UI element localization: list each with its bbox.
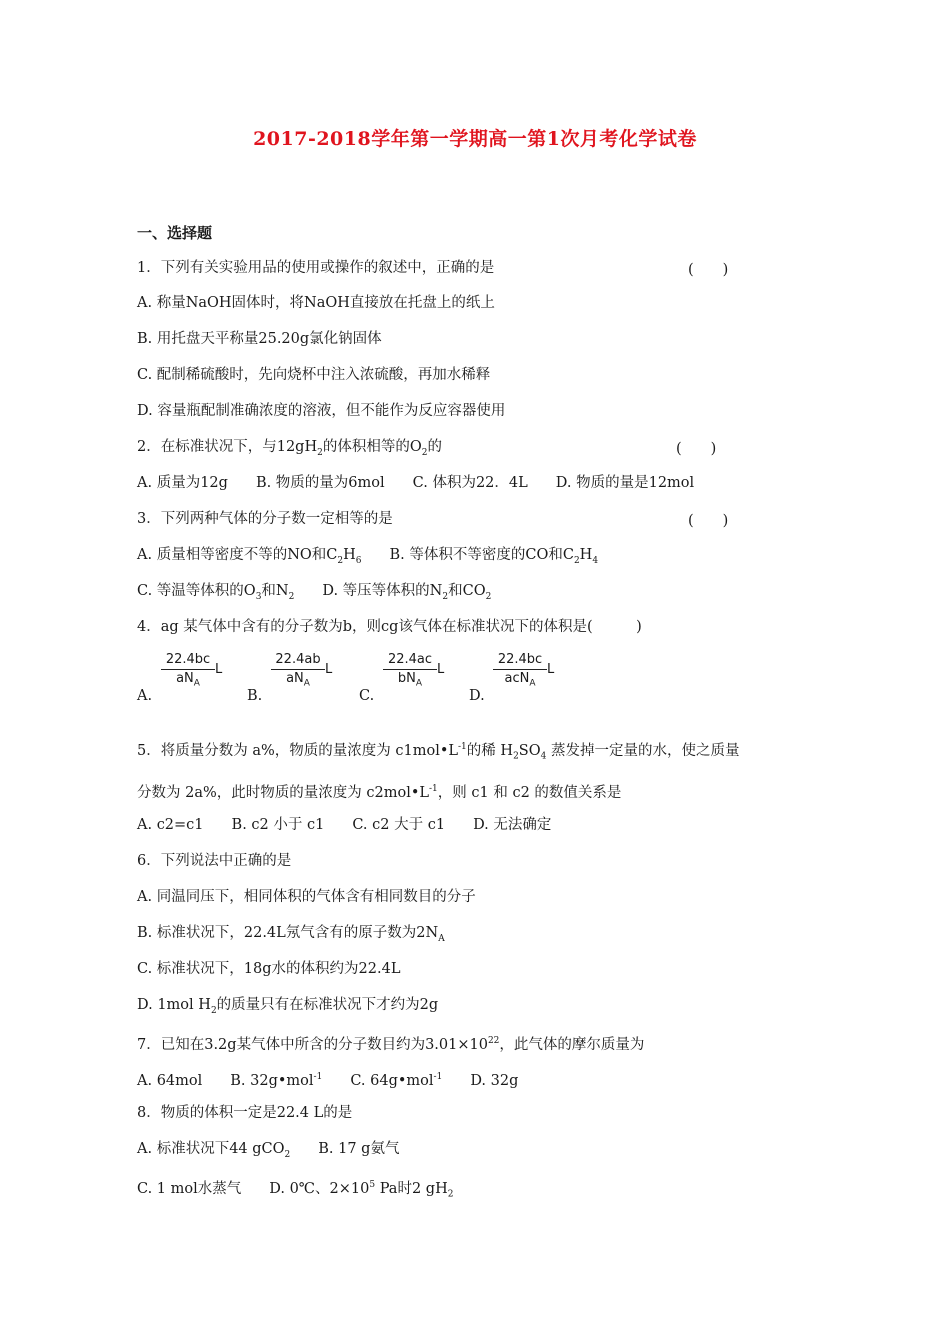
question-8-option-b: B. 17 g氨气 <box>318 1141 400 1157</box>
section-heading: 一、选择题 <box>137 224 213 242</box>
question-7-option-c: C. 64g•mol$^{-1}$ <box>350 1072 443 1089</box>
question-8-option-c: C. 1 mol水蒸气 <box>137 1180 242 1197</box>
question-6-option-b: B. 标准状况下，22.4L氖气含有的原子数为$2N_A$ <box>137 925 445 944</box>
question-3-option-b: B. 等体积不等密度的CO和$C_2H_4$ <box>389 547 599 566</box>
question-2-option-b: B. 物质的量为6mol <box>255 475 385 491</box>
question-6-option-d: D. 1mol $H_2$的质量只有在标准状况下才约为2g <box>137 997 439 1016</box>
question-5-option-d: D. 无法确定 <box>473 817 552 833</box>
question-8-option-d: D. 0℃、$2\times 10^5$ Pa时2 $gH_2$ <box>269 1180 454 1200</box>
question-7-option-a: A. 64mol <box>137 1072 203 1089</box>
question-5-stem-line-2: 分数为 2a%，此时物质的量浓度为 $c2mol•L^{-1}$，则 c1 和 c2 的数值关系是 <box>137 784 622 801</box>
question-6-stem: 6．下列说法中正确的是 <box>137 853 292 869</box>
question-5-stem-line-1: 5．将质量分数为 a%，物质的量浓度为 $c1mol•L^{-1}$的稀 $H_2SO_4$ 蒸发掉一定量的水，使之质量 <box>137 742 740 762</box>
question-8-stem: 8．物质的体积一定是22.4 L的是 <box>137 1105 353 1121</box>
question-3-stem: 3．下列两种气体的分子数一定相等的是 <box>137 511 393 527</box>
question-1-answer-blank: ( ) <box>688 262 729 278</box>
question-7-options <box>137 1067 518 1091</box>
question-3-answer-blank: ( ) <box>688 513 729 529</box>
question-5-option-c: C. c2 大于 c1 <box>352 817 446 833</box>
question-3-option-a: A. 质量相等密度不等的NO和$C_2H_6$ <box>137 547 362 566</box>
question-2-option-a: A. 质量为12g <box>137 475 228 491</box>
question-5-option-a: A. c2=c1 <box>137 817 204 833</box>
question-2-stem: 2．在标准状况下，与$12gH_2$的体积相等的$O_2$的 <box>137 439 442 458</box>
question-1-option-b: B. 用托盘天平称量25.20g氯化钠固体 <box>137 331 382 347</box>
question-8-options-ab <box>137 1139 399 1165</box>
question-1-stem: 1．下列有关实验用品的使用或操作的叙述中，正确的是 <box>137 260 495 276</box>
question-7-stem: 7．已知在3.2g某气体中所含的分子数目约为$3.01\times 10^{22}$，此气体的摩尔质量为 <box>137 1036 645 1053</box>
exam-title: 2017-2018学年第一学期高一第1次月考化学试卷 <box>253 128 697 150</box>
question-8-options-cd <box>137 1175 453 1205</box>
question-1-option-c: C. 配制稀硫酸时，先向烧杯中注入浓硫酸，再加水稀释 <box>137 367 491 383</box>
question-3-options-cd <box>137 581 491 607</box>
question-6-option-a: A. 同温同压下，相同体积的气体含有相同数目的分子 <box>137 889 476 905</box>
question-5-option-b: B. c2 小于 c1 <box>231 817 325 833</box>
question-7-option-d: D. 32g <box>470 1072 519 1089</box>
question-2-answer-blank: ( ) <box>676 441 717 457</box>
question-1-option-d: D. 容量瓶配制准确浓度的溶液，但不能作为反应容器使用 <box>137 403 506 419</box>
question-3-option-c: C. 等温等体积的$O_3$和$N_2$ <box>137 583 295 602</box>
question-6-option-c: C. 标准状况下，18g水的体积约为22.4L <box>137 961 401 977</box>
question-8-option-a: A. 标准状况下44 gCO$_2$ <box>137 1141 291 1160</box>
question-2-options <box>137 473 694 493</box>
question-5-options <box>137 815 551 835</box>
question-4-stem: 4．ag 某气体中含有的分子数为b，则cg该气体在标准状况下的体积是( ) <box>137 619 642 635</box>
question-4-options: A. 22.4bc $aN_A$ L B. 22.4ab $aN_A$ L C. 22.4ac $bN_A$ L D. 22.4bc acN$_A$ L <box>137 652 555 704</box>
question-3-option-d: D. 等压等体积的$N_2$和$CO_2$ <box>322 583 492 602</box>
question-2-option-d: D. 物质的量是12mol <box>555 475 695 491</box>
question-2-option-c: C. 体积为22．4L <box>412 475 528 491</box>
question-3-options-ab <box>137 545 598 571</box>
question-7-option-b: B. 32g•mol$^{-1}$ <box>230 1072 323 1089</box>
question-1-option-a: A. 称量NaOH固体时，将NaOH直接放在托盘上的纸上 <box>137 295 495 311</box>
